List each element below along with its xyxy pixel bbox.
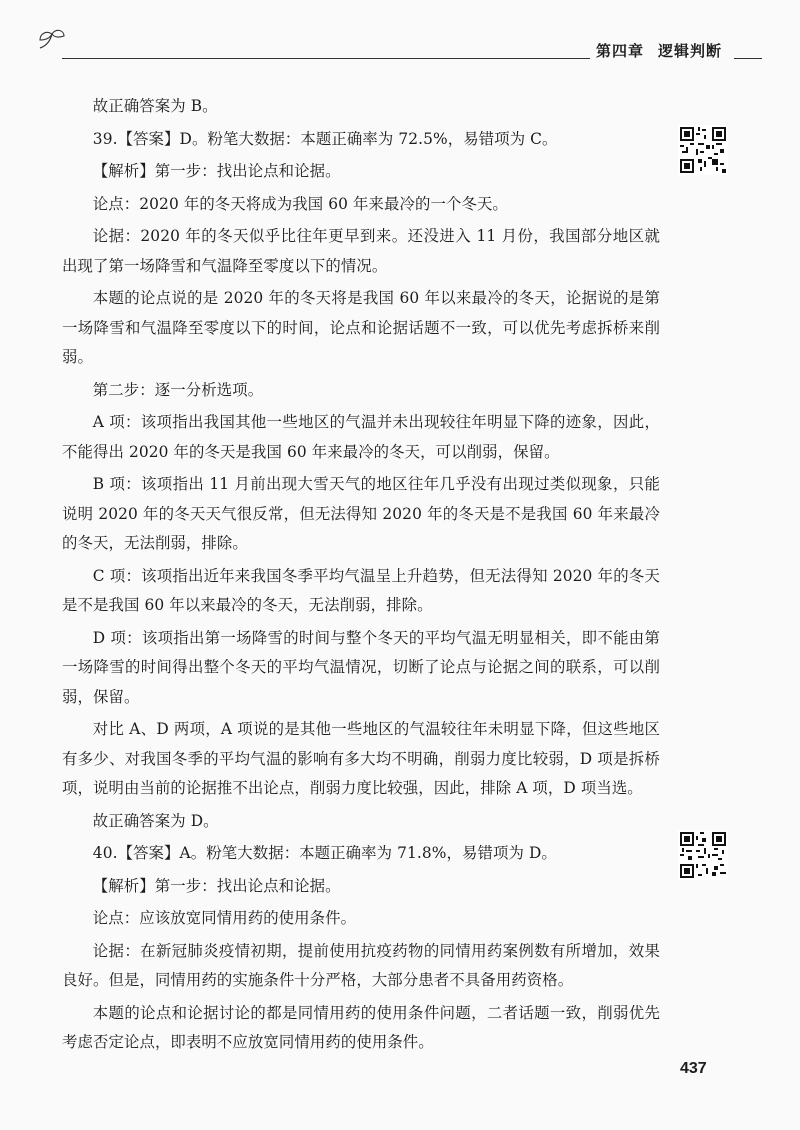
paragraph: 论据：2020 年的冬天似乎比往年更早到来。还没进入 11 月份，我国部分地区就出现了第一场降雪和气温降至零度以下的情况。 (62, 227, 660, 275)
paragraph: 本题的论点说的是 2020 年的冬天将是我国 60 年以来最冷的冬天，论据说的是第一场降雪和气温降至零度以下的时间，论点和论据话题不一致，可以优先考虑拆桥来削弱。 (62, 289, 660, 366)
option-d-analysis: D 项：该项指出第一场降雪的时间与整个冬天的平均气温无明显相关，即不能由第一场降雪的时间得出整个冬天的平均气温情况，切断了论点与论据之间的联系，可以削弱，保留。 (62, 628, 660, 706)
page-header (0, 0, 800, 70)
paragraph: 论点：应该放宽同情用药的使用条件。 (92, 909, 357, 927)
paragraph: 本题的论点和论据讨论的都是同情用药的使用条件问题，二者话题一致，削弱优先考虑否定论点，即表明不应放宽同情用药的使用条件。 (62, 1003, 660, 1051)
paragraph: 故正确答案为 B。 (92, 97, 218, 115)
option-a-analysis: A 项：该项指出我国其他一些地区的气温并未出现较往年明显下降的迹象，因此，不能得出 2020 年的冬天是我国 60 年来最冷的冬天，可以削弱，保留。 (62, 413, 660, 461)
option-c-analysis: C 项：该项指出近年来我国冬季平均气温呈上升趋势，但无法得知 2020 年的冬天是不是我国 60 年以来最冷的冬天，无法削弱，排除。 (62, 566, 660, 614)
paragraph: 【解析】第一步：找出论点和论据。 (92, 876, 341, 895)
qr-code-icon[interactable] (678, 830, 728, 880)
leaf-sprout-icon (36, 28, 68, 52)
paragraph: 论据：在新冠肺炎疫情初期，提前使用抗疫药物的同情用药案例数有所增加，效果良好。但是，同情用药的实施条件十分严格，大部分患者不具备用药资格。 (62, 941, 660, 989)
paragraph: 故正确答案为 D。 (92, 811, 219, 830)
qr-code-icon[interactable] (678, 125, 728, 175)
page-body (62, 92, 660, 1061)
chapter-number: 第四章 (596, 42, 645, 60)
chapter-title (596, 40, 736, 64)
section-name: 逻辑判断 (658, 42, 723, 60)
header-rule-right (734, 58, 762, 59)
paragraph: 对比 A、D 两项，A 项说的是其他一些地区的气温较往年未明显下降，但这些地区有多少、对我国冬季的平均气温的影响有多大均不明确，削弱力度比较弱，D 项是拆桥项，说明由当前的论据推不出论点，削弱力度比较强，因此，排除 A 项，D 项当选。 (62, 720, 660, 797)
page-number: 437 (680, 1060, 707, 1077)
paragraph: 【解析】第一步：找出论点和论据。 (92, 162, 341, 180)
answer-39-line: 39.【答案】D。粉笔大数据：本题正确率为 72.5%，易错项为 C。 (92, 129, 558, 148)
header-rule-left (62, 58, 590, 59)
option-b-analysis: B 项：该项指出 11 月前出现大雪天气的地区往年几乎没有出现过类似现象，只能说明 2020 年的冬天天气很反常，但无法得知 2020 年的冬天是不是我国 60 年来最冷的冬天，无法削弱，排除。 (62, 475, 660, 552)
paragraph: 第二步：逐一分析选项。 (92, 380, 264, 399)
answer-40-line: 40.【答案】A。粉笔大数据：本题正确率为 71.8%，易错项为 D。 (92, 844, 557, 862)
paragraph: 论点：2020 年的冬天将成为我国 60 年来最冷的一个冬天。 (92, 194, 508, 213)
